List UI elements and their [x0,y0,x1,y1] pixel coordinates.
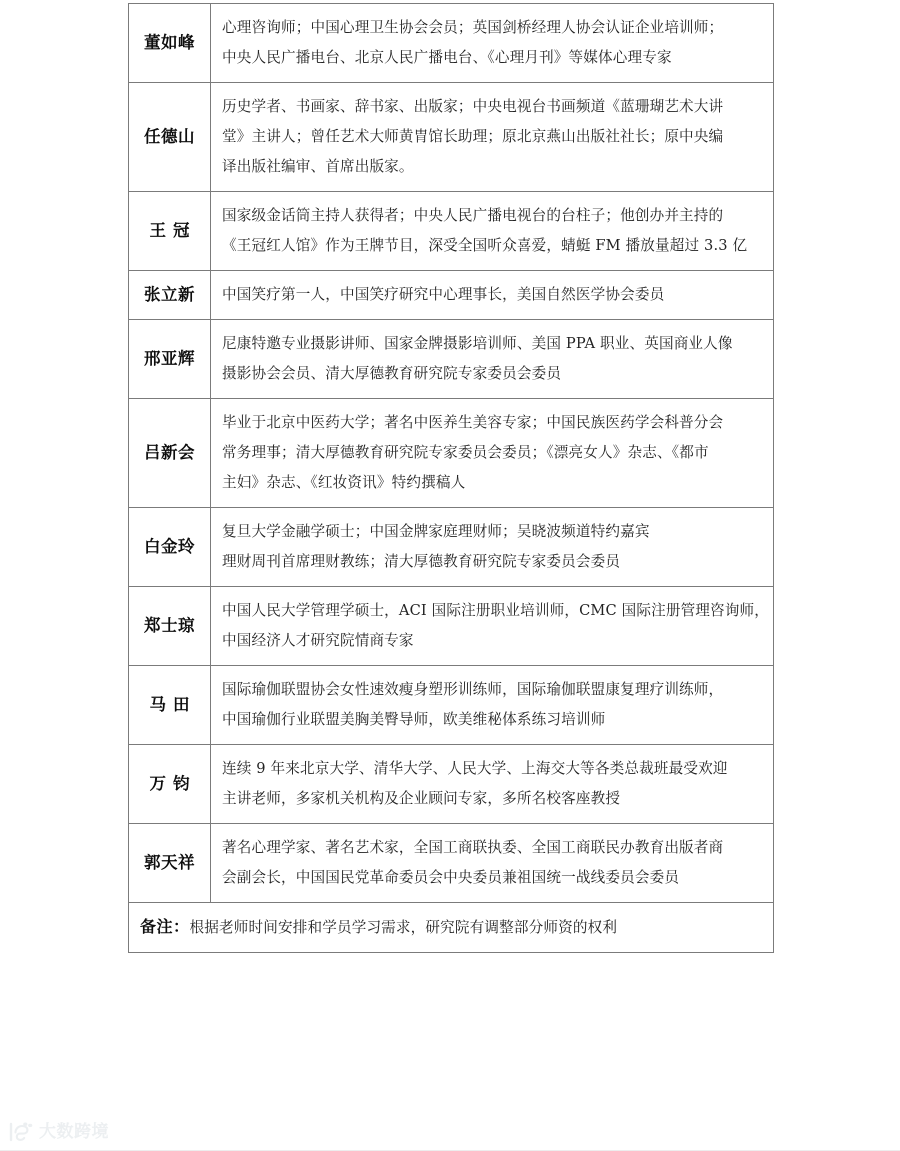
faculty-name: 王冠 [129,192,211,271]
faculty-bio [211,192,774,271]
table-row [129,745,774,824]
bio-line: 译出版社编审、首席出版家。 [222,158,414,175]
faculty-name: 张立新 [129,271,211,320]
faculty-name: 郑士琼 [129,587,211,666]
faculty-name: 吕新会 [129,399,211,508]
bio-line: 著名心理学家、著名艺术家，全国工商联执委、全国工商联民办教育出版者商 [222,839,724,856]
bio-line: 毕业于北京中医药大学；著名中医养生美容专家；中国民族医药学会科普分会 [222,414,724,431]
bio-line: 会副会长，中国国民党革命委员会中央委员兼祖国统一战线委员会委员 [222,869,680,886]
table-row [129,587,774,666]
faculty-name: 白金玲 [129,508,211,587]
bio-line: 尼康特邀专业摄影讲师、国家金牌摄影培训师、美国 PPA 职业、英国商业人像 [222,335,733,352]
bio-line: 心理咨询师；中国心理卫生协会会员；英国剑桥经理人协会认证企业培训师； [222,19,724,36]
bio-line: 摄影协会会员、清大厚德教育研究院专家委员会委员 [222,365,562,382]
watermark-text: 大数跨境 [39,1121,109,1142]
note-row [129,903,774,953]
bio-line: 中央人民广播电台、北京人民广播电台、《心理月刊》等媒体心理专家 [222,49,672,66]
faculty-name: 马田 [129,666,211,745]
note-text: 根据老师时间安排和学员学习需求，研究院有调整部分师资的权利 [189,919,618,936]
faculty-bio [211,399,774,508]
table-row [129,508,774,587]
table-row [129,271,774,320]
table-row [129,320,774,399]
faculty-name: 董如峰 [129,4,211,83]
bio-line: 中国人民大学管理学硕士，ACI 国际注册职业培训师，CMC 国际注册管理咨询师， [222,602,770,619]
table-row [129,666,774,745]
paw-logo-icon [8,1121,34,1143]
bio-line: 历史学者、书画家、辞书家、出版家；中央电视台书画频道《蓝珊瑚艺术大讲 [222,98,724,115]
faculty-bio [211,745,774,824]
bio-line: 中国瑜伽行业联盟美胸美臀导师，欧美维秘体系练习培训师 [222,711,606,728]
bio-line: 常务理事；清大厚德教育研究院专家委员会委员；《漂亮女人》杂志、《都市 [222,444,709,461]
faculty-bio [211,83,774,192]
faculty-bio [211,4,774,83]
faculty-name: 邢亚辉 [129,320,211,399]
bio-line: 中国笑疗第一人，中国笑疗研究中心理事长，美国自然医学协会委员 [222,286,665,303]
faculty-rows-body [129,4,774,953]
table-row [129,824,774,903]
bio-line: 复旦大学金融学硕士；中国金牌家庭理财师；吴晓波频道特约嘉宾 [222,523,650,540]
bio-line: 主讲老师，多家机关机构及企业顾问专家，多所名校客座教授 [222,790,621,807]
faculty-name: 郭天祥 [129,824,211,903]
table-row [129,192,774,271]
bio-line: 理财周刊首席理财教练；清大厚德教育研究院专家委员会委员 [222,553,621,570]
watermark [8,1121,109,1143]
note-label: 备注： [140,917,190,936]
bio-line: 主妇》杂志、《红妆资讯》特约撰稿人 [222,474,466,491]
table-row [129,83,774,192]
bio-line: 堂》主讲人；曾任艺术大师黄胄馆长助理；原北京燕山出版社社长；原中央编 [222,128,724,145]
faculty-name: 万钧 [129,745,211,824]
bio-line: 连续 9 年来北京大学、清华大学、人民大学、上海交大等各类总裁班最受欢迎 [222,760,728,777]
table-row-note [129,903,774,953]
bio-line: 国际瑜伽联盟协会女性速效瘦身塑形训练师，国际瑜伽联盟康复理疗训练师， [222,681,724,698]
faculty-roster-table [128,3,774,953]
faculty-bio [211,271,774,320]
faculty-name: 任德山 [129,83,211,192]
table-row [129,399,774,508]
bio-line: 国家级金话筒主持人获得者；中央人民广播电视台的台柱子；他创办并主持的 [222,207,724,224]
faculty-bio [211,666,774,745]
bio-line: 中国经济人才研究院情商专家 [222,632,414,649]
faculty-bio [211,508,774,587]
faculty-bio [211,587,774,666]
bio-line: 《王冠红人馆》作为王牌节目，深受全国听众喜爱，蜻蜓 FM 播放量超过 3.3 亿 [222,237,748,254]
table-row [129,4,774,83]
faculty-bio [211,320,774,399]
faculty-bio [211,824,774,903]
